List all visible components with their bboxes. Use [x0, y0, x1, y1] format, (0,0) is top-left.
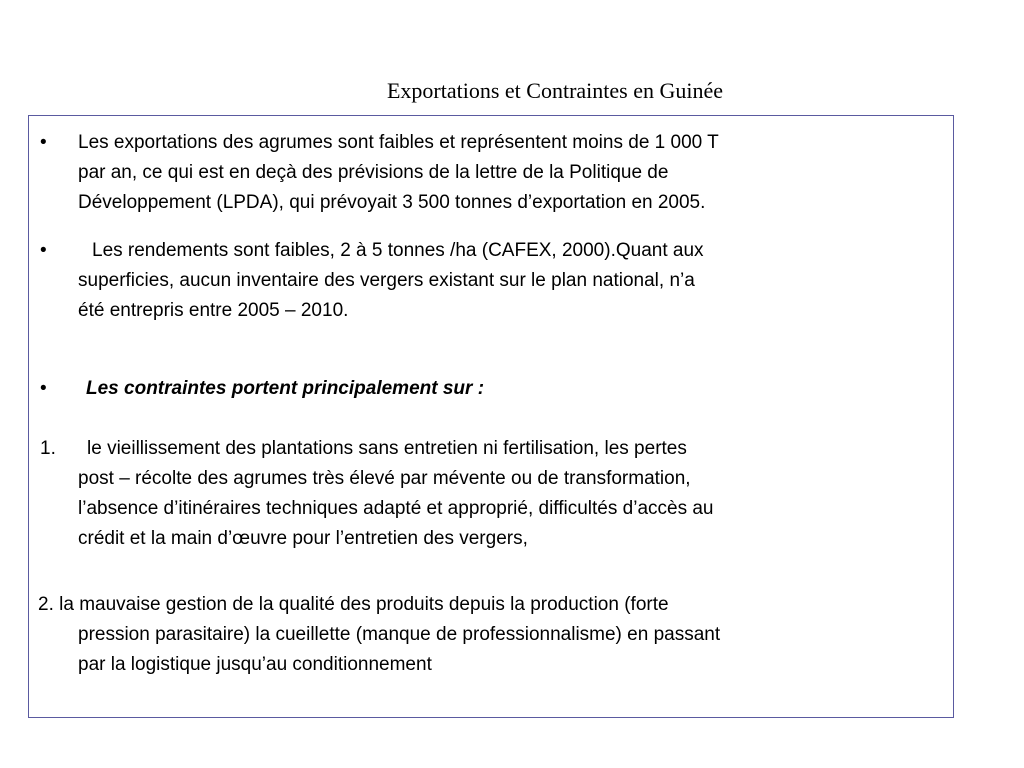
item1-line: l’absence d’itinéraires techniques adapté et approprié, difficultés d’accès au [78, 498, 714, 519]
item1-line: post – récolte des agrumes très élevé par mévente ou de transformation, [78, 468, 691, 489]
item1-line: crédit et la main d’œuvre pour l’entretien des vergers, [78, 528, 528, 549]
item2-line: pression parasitaire) la cueillette (manque de professionnalisme) en passant [78, 624, 721, 645]
bullet1-line: Les exportations des agrumes sont faibles et représentent moins de 1 000 T [78, 132, 719, 153]
bullet2-line: superficies, aucun inventaire des vergers existant sur le plan national, n’a [78, 270, 695, 291]
bullet2-line: été entrepris entre 2005 – 2010. [78, 300, 349, 321]
content-box [28, 115, 954, 718]
item2-line: par la logistique jusqu’au conditionnement [78, 654, 432, 675]
item2-line: 2. la mauvaise gestion de la qualité des produits depuis la production (forte [38, 594, 669, 615]
item1-line: le vieillissement des plantations sans entretien ni fertilisation, les pertes [87, 438, 687, 459]
bullet1-line: par an, ce qui est en deçà des prévisions de la lettre de la Politique de [78, 162, 669, 183]
bullet-marker: • [40, 378, 47, 399]
bullet-marker: • [40, 240, 47, 261]
bullet2-line: Les rendements sont faibles, 2 à 5 tonnes /ha (CAFEX, 2000).Quant aux [92, 240, 704, 261]
bullet1-line: Développement (LPDA), qui prévoyait 3 500 tonnes d’exportation en 2005. [78, 192, 706, 213]
slide-title: Exportations et Contraintes en Guinée [386, 78, 724, 103]
constraints-heading: Les contraintes portent principalement sur : [86, 378, 485, 399]
item1-marker: 1. [40, 438, 56, 459]
bullet-marker: • [40, 132, 47, 153]
